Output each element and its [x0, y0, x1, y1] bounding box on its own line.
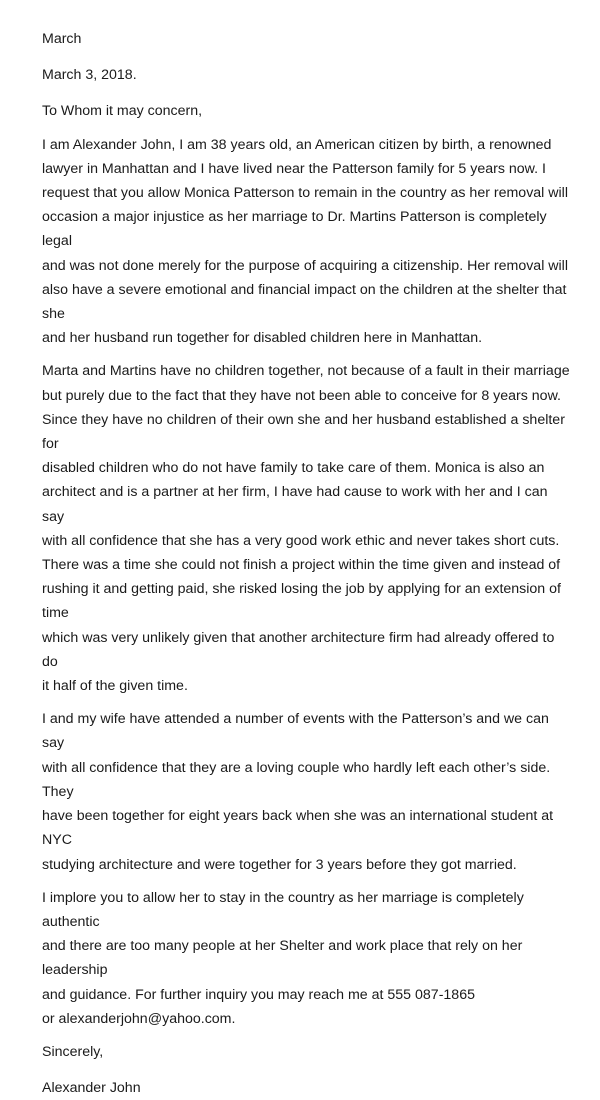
paragraph-line: but purely due to the fact that they have not been able to conceive for 8 years now.: [42, 387, 561, 404]
paragraph-line: Since they have no children of their own she and her husband established a shelter for: [42, 411, 569, 453]
letter-paragraph-3: [42, 707, 570, 876]
paragraph-line: and there are too many people at her Shelter and work place that rely on her leadership: [42, 938, 527, 979]
paragraph-line: lawyer in Manhattan and I have lived near the Patterson family for 5 years now. I: [42, 160, 546, 177]
paragraph-line: or alexanderjohn@yahoo.com.: [42, 1010, 236, 1027]
paragraph-line: I and my wife have attended a number of events with the Patterson’s and we can say: [42, 711, 553, 752]
letter-date: March 3, 2018.: [42, 67, 137, 84]
signature-name: Alexander John: [42, 1080, 141, 1097]
paragraph-line: There was a time she could not finish a project within the time given and instead of: [42, 557, 561, 574]
paragraph-line: I implore you to allow her to stay in the country as her marriage is completely authentic: [42, 889, 528, 930]
paragraph-line: I am Alexander John, I am 38 years old, an American citizen by birth, a renowned: [42, 136, 552, 153]
paragraph-line: with all confidence that she has a very good work ethic and never takes short cuts.: [42, 532, 560, 549]
paragraph-line: architect and is a partner at her firm, I have had cause to work with her and I can say: [42, 484, 552, 525]
paragraph-line: request that you allow Monica Patterson to remain in the country as her removal will: [42, 185, 568, 202]
paragraph-line: Marta and Martins have no children together, not because of a fault in their marriage: [42, 363, 570, 380]
paragraph-line: and her husband run together for disabled children here in Manhattan.: [42, 330, 483, 347]
paragraph-line: have been together for eight years back when she was an international student at NYC: [42, 808, 558, 849]
paragraph-line: occasion a major injustice as her marriage to Dr. Martins Patterson is completely legal: [42, 209, 551, 250]
letter-paragraph-4: [42, 886, 570, 1031]
paragraph-line: which was very unlikely given that another architecture firm had already offered to do: [42, 629, 559, 670]
letter-month: March: [42, 31, 82, 47]
paragraph-line: and guidance. For further inquiry you may reach me at 555 087-1865: [42, 986, 475, 1003]
paragraph-line: rushing it and getting paid, she risked losing the job by applying for an extension of time: [42, 581, 565, 622]
paragraph-line: disabled children who do not have family to take care of them. Monica is also an: [42, 460, 545, 477]
letter-paragraph-1: [42, 133, 570, 351]
paragraph-line: also have a severe emotional and financial impact on the children at the shelter that she: [42, 281, 571, 323]
letter-closing: Sincerely,: [42, 1043, 104, 1060]
letter-paragraph-2: [42, 359, 570, 698]
paragraph-line: studying architecture and were together for 3 years before they got married.: [42, 856, 517, 873]
paragraph-line: with all confidence that they are a loving couple who hardly left each other’s side. They: [42, 759, 554, 800]
paragraph-line: and was not done merely for the purpose of acquiring a citizenship. Her removal will: [42, 257, 568, 274]
letter-greeting: To Whom it may concern,: [42, 103, 203, 120]
paragraph-line: it half of the given time.: [42, 678, 188, 695]
